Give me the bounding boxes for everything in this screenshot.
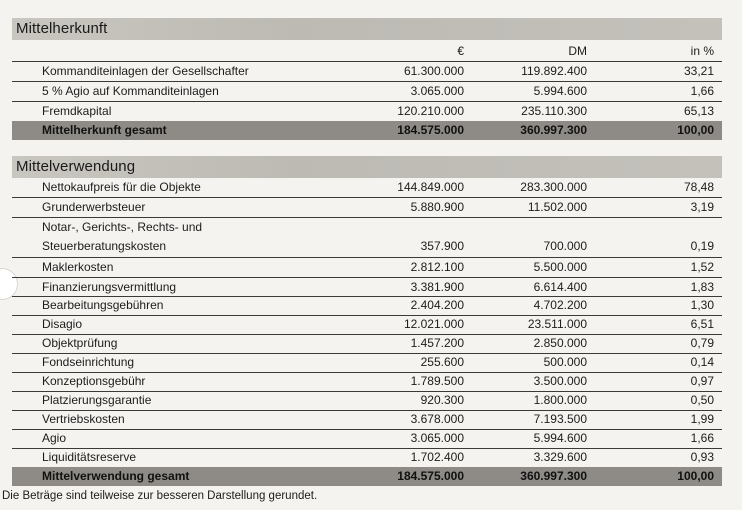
- table-row: [12, 410, 722, 429]
- total-row-mittelverwendung: [12, 467, 722, 486]
- row-pct: 1,52: [690, 260, 714, 274]
- row-pct: 65,13: [683, 104, 714, 118]
- total-dm: 360.997.300: [520, 123, 587, 137]
- row-eur: 1.457.200: [410, 336, 464, 350]
- row-pct: 1,83: [690, 280, 714, 294]
- row-eur: 2.812.100: [410, 260, 464, 274]
- total-dm: 360.997.300: [520, 469, 587, 483]
- table-row: [12, 391, 722, 410]
- table-row: [12, 198, 722, 217]
- row-label: Vertriebskosten: [42, 412, 125, 426]
- total-eur: 184.575.000: [397, 469, 464, 483]
- column-header-percent: in %: [690, 44, 714, 58]
- row-label: Objektprüfung: [42, 336, 118, 350]
- row-eur: 920.300: [420, 393, 464, 407]
- row-pct: 3,19: [690, 200, 714, 214]
- table-row: [12, 296, 722, 315]
- table-row: [12, 102, 722, 121]
- row-eur: 5.880.900: [410, 200, 464, 214]
- row-dm: 235.110.300: [521, 104, 587, 118]
- row-dm: 119.892.400: [521, 64, 587, 78]
- row-dm: 1.800.000: [533, 393, 587, 407]
- row-label: Kommanditeinlagen der Gesellschafter: [42, 64, 249, 78]
- row-pct: 0,79: [690, 336, 714, 350]
- row-eur: 3.381.900: [410, 280, 464, 294]
- row-dm: 23.511.000: [527, 317, 587, 331]
- row-eur: 3.678.000: [410, 412, 464, 426]
- row-pct: 1,66: [690, 84, 714, 98]
- row-dm: 11.502.000: [527, 200, 587, 214]
- row-eur: 3.065.000: [410, 431, 464, 445]
- row-eur: 3.065.000: [410, 84, 464, 98]
- table-row: [12, 372, 722, 391]
- row-pct: 6,51: [690, 317, 714, 331]
- column-header-eur: €: [457, 44, 464, 58]
- row-dm: 6.614.400: [533, 280, 587, 294]
- row-pct: 1,66: [690, 431, 714, 445]
- row-label: Finanzierungsvermittlung: [42, 280, 177, 294]
- row-eur: 255.600: [420, 355, 464, 369]
- row-dm: 283.300.000: [520, 180, 587, 194]
- column-header-dm: DM: [568, 44, 587, 58]
- table-row: [12, 258, 722, 277]
- row-label: Grunderwerbsteuer: [42, 200, 146, 214]
- row-eur: 357.900: [420, 239, 464, 253]
- table-row: [12, 448, 722, 467]
- row-pct: 1,30: [690, 298, 714, 312]
- row-label: 5 % Agio auf Kommanditeinlagen: [42, 84, 219, 98]
- row-label: Agio: [42, 431, 67, 445]
- total-pct: 100,00: [677, 469, 714, 483]
- table-row: [12, 353, 722, 372]
- row-eur: 120.210.000: [397, 104, 464, 118]
- table-row: [12, 178, 722, 197]
- total-label: Mittelherkunft gesamt: [42, 123, 167, 137]
- row-label: Platzierungsgarantie: [42, 393, 152, 407]
- row-eur: 61.300.000: [403, 64, 464, 78]
- row-dm: 5.994.600: [533, 431, 587, 445]
- row-pct: 0,14: [690, 355, 714, 369]
- row-pct: 0,93: [690, 450, 714, 464]
- row-label: Notar-, Gerichts-, Rechts- und: [42, 220, 203, 234]
- table-row: [12, 218, 722, 237]
- table-row: [12, 237, 722, 256]
- row-dm: 5.994.600: [533, 84, 587, 98]
- footnote: Die Beträge sind teilweise zur besseren Darstellung gerundet.: [2, 490, 318, 502]
- table-row: [12, 334, 722, 353]
- row-pct: 1,99: [690, 412, 714, 426]
- row-pct: 33,21: [683, 64, 714, 78]
- row-label: Fremdkapital: [42, 104, 112, 118]
- row-label: Liquiditätsreserve: [42, 450, 137, 464]
- row-pct: 0,50: [690, 393, 714, 407]
- total-eur: 184.575.000: [397, 123, 464, 137]
- table-row: [12, 82, 722, 101]
- row-label: Steuerberatungskosten: [42, 239, 167, 253]
- row-eur: 12.021.000: [403, 317, 464, 331]
- row-dm: 3.500.000: [533, 374, 587, 388]
- section-title-mittelherkunft: Mittelherkunft: [12, 18, 722, 40]
- row-dm: 3.329.600: [533, 450, 587, 464]
- row-dm: 2.850.000: [533, 336, 587, 350]
- row-dm: 500.000: [543, 355, 587, 369]
- row-eur: 144.849.000: [397, 180, 464, 194]
- row-label: Bearbeitungsgebühren: [42, 298, 164, 312]
- row-dm: 5.500.000: [533, 260, 587, 274]
- row-label: Disagio: [42, 317, 83, 331]
- row-label: Konzeptionsgebühr: [42, 374, 146, 388]
- row-label: Nettokaufpreis für die Objekte: [42, 180, 201, 194]
- table-row: [12, 62, 722, 81]
- total-row-mittelherkunft: [12, 121, 722, 140]
- row-pct: 0,19: [690, 239, 714, 253]
- table-row: [12, 315, 722, 334]
- row-pct: 78,48: [683, 180, 714, 194]
- row-eur: 2.404.200: [410, 298, 464, 312]
- row-dm: 4.702.200: [533, 298, 587, 312]
- total-pct: 100,00: [677, 123, 714, 137]
- row-eur: 1.702.400: [410, 450, 464, 464]
- table-row: [12, 278, 722, 297]
- row-dm: 7.193.500: [533, 412, 587, 426]
- section-title-mittelverwendung: Mittelverwendung: [12, 156, 722, 178]
- row-dm: 700.000: [543, 239, 587, 253]
- total-label: Mittelverwendung gesamt: [42, 469, 190, 483]
- row-label: Fondseinrichtung: [42, 355, 135, 369]
- row-pct: 0,97: [690, 374, 714, 388]
- table-row: [12, 429, 722, 448]
- row-label: Maklerkosten: [42, 260, 114, 274]
- row-eur: 1.789.500: [410, 374, 464, 388]
